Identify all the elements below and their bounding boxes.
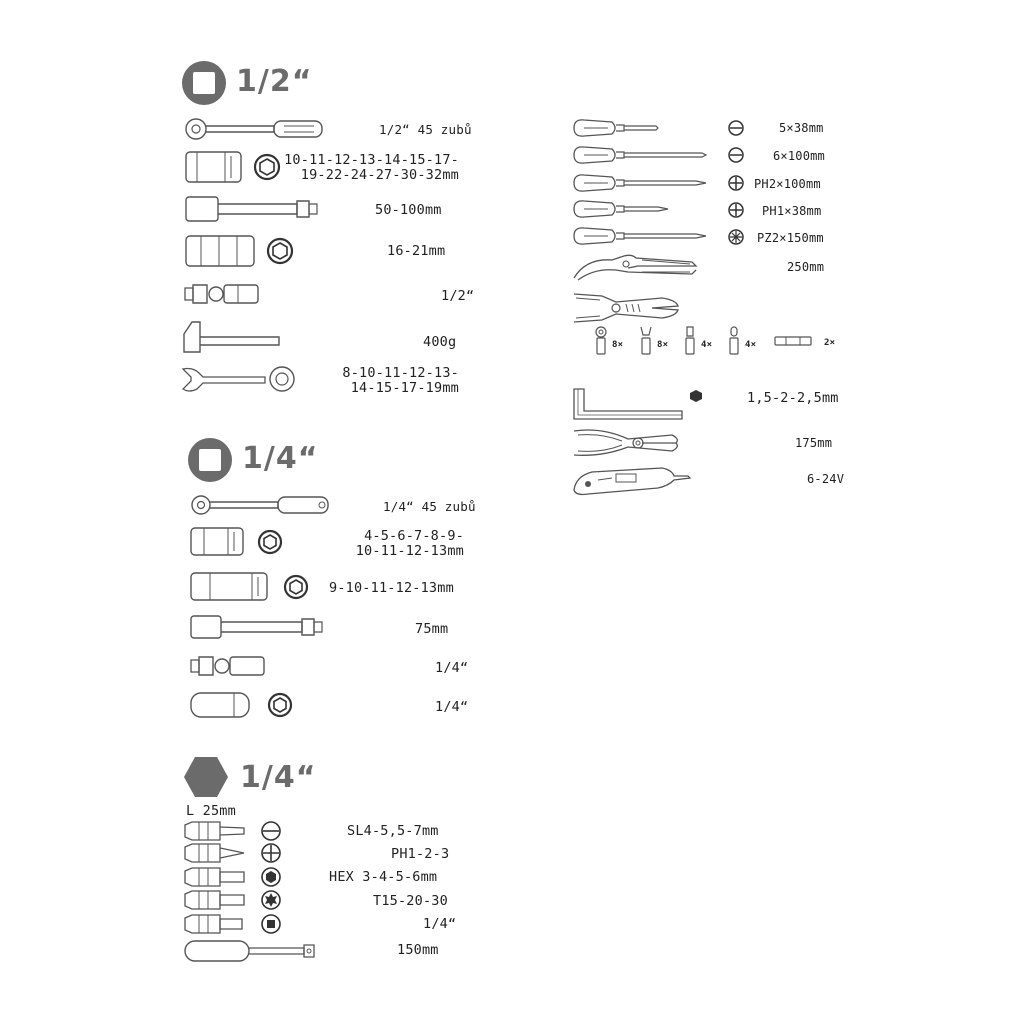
hex-bit-label: HEX 3-4-5-6mm <box>329 869 438 885</box>
deep-socket-label: 9-10-11-12-13mm <box>329 580 454 596</box>
slotted-tip-icon <box>728 120 744 136</box>
square-drive-icon <box>181 60 227 106</box>
bit-holder-screwdriver-icon <box>184 939 320 963</box>
screwdriver-slotted-small-icon <box>572 118 662 138</box>
ring-terminal-count: 8× <box>612 340 624 350</box>
extension-bar-icon <box>185 196 325 222</box>
hammer-icon <box>182 320 282 354</box>
universal-joint-quarter-icon <box>190 654 270 678</box>
screwdriver-pozidriv-icon <box>572 226 712 246</box>
ring-terminal-icon <box>594 326 608 356</box>
socket-quarter-icon <box>190 527 286 557</box>
screwdriver-phillips-short-icon <box>572 199 672 219</box>
bullet-terminal-count: 4× <box>745 340 757 350</box>
fork-terminal-count: 8× <box>657 340 669 350</box>
bit-holder-label: 150mm <box>397 942 439 958</box>
extension-half-label: 50-100mm <box>375 202 442 218</box>
ratchet-half-label: 1/2“ 45 zubů <box>379 122 472 137</box>
hex-bit-icon <box>184 867 284 887</box>
wrench-line2: 14-15-17-19mm <box>350 380 459 396</box>
spark-plug-socket-icon <box>185 235 305 269</box>
screwdriver-phillips-long-icon <box>572 173 712 193</box>
crimping-tool-icon <box>572 290 682 326</box>
hex-keys-label: 1,5-2-2,5mm <box>747 390 839 406</box>
sockets-quarter-label <box>320 529 464 559</box>
section-title-bits: 1/4“ <box>240 760 317 795</box>
phillips-bit-icon <box>184 843 284 863</box>
screwdriver-2-label: 6×100mm <box>773 149 825 163</box>
phillips-bit-label: PH1-2-3 <box>391 846 450 862</box>
ujoint-half-label: 1/2“ <box>441 288 475 304</box>
sockets-quarter-line1: 4-5-6-7-8-9- <box>364 528 464 544</box>
combination-wrench-icon <box>181 365 301 393</box>
ujoint-quarter-label: 1/4“ <box>435 660 469 676</box>
section-title-half-inch: 1/2“ <box>236 64 313 99</box>
universal-joint-icon <box>184 282 264 306</box>
hex-keys-icon <box>572 387 708 427</box>
sockets-half-line1: 10-11-12-13-14-15-17- <box>284 152 459 168</box>
socket-icon <box>185 150 281 184</box>
combination-pliers-icon <box>572 425 682 459</box>
spade-terminal-count: 4× <box>701 340 713 350</box>
sockets-half-line2: 19-22-24-27-30-32mm <box>300 167 459 183</box>
square-bit-icon <box>184 914 284 934</box>
bullet-terminal-icon <box>727 326 741 356</box>
butt-connector-icon <box>774 334 814 348</box>
wrench-line1: 8-10-11-12-13- <box>342 365 459 381</box>
voltage-tester-label: 6-24V <box>807 472 845 486</box>
combination-pliers-label: 175mm <box>795 436 833 450</box>
voltage-tester-icon <box>572 464 696 496</box>
slotted-bit-icon <box>184 821 284 841</box>
ratchet-quarter-icon <box>190 494 332 516</box>
deep-socket-icon <box>190 572 310 602</box>
screwdriver-5-label: PZ2×150mm <box>757 231 824 245</box>
adapter-quarter-icon <box>190 691 294 719</box>
adapter-quarter-label: 1/4“ <box>435 699 469 715</box>
square-bit-label: 1/4“ <box>423 916 457 932</box>
extension-quarter-icon <box>190 615 330 639</box>
phillips-tip-icon <box>728 202 744 218</box>
spade-terminal-icon <box>683 326 697 356</box>
fork-terminal-icon <box>639 326 653 356</box>
bits-length-label: L 25mm <box>186 803 236 819</box>
torx-bit-label: T15-20-30 <box>373 893 448 909</box>
slotted-bit-label: SL4-5,5-7mm <box>347 823 439 839</box>
sockets-quarter-line2: 10-11-12-13mm <box>355 543 464 559</box>
wrench-label <box>300 366 459 396</box>
slotted-tip-icon <box>728 147 744 163</box>
sockets-half-label <box>282 153 459 183</box>
screwdriver-1-label: 5×38mm <box>779 121 824 135</box>
screwdriver-slotted-long-icon <box>572 145 712 165</box>
hex-drive-icon <box>183 756 229 798</box>
screwdriver-4-label: PH1×38mm <box>762 204 822 218</box>
screwdriver-3-label: PH2×100mm <box>754 177 821 191</box>
spark-plug-label: 16-21mm <box>387 243 446 259</box>
water-pump-pliers-label: 250mm <box>787 260 825 274</box>
ratchet-icon <box>184 117 326 141</box>
butt-connector-count: 2× <box>824 338 836 348</box>
phillips-tip-icon <box>728 175 744 191</box>
water-pump-pliers-icon <box>572 250 700 284</box>
section-title-quarter-inch: 1/4“ <box>242 441 319 476</box>
pozidriv-tip-icon <box>728 229 744 245</box>
torx-bit-icon <box>184 890 284 910</box>
hammer-label: 400g <box>423 334 457 350</box>
square-drive-quarter-icon <box>187 437 233 483</box>
ratchet-quarter-label: 1/4“ 45 zubů <box>383 499 476 514</box>
extension-quarter-label: 75mm <box>415 621 449 637</box>
